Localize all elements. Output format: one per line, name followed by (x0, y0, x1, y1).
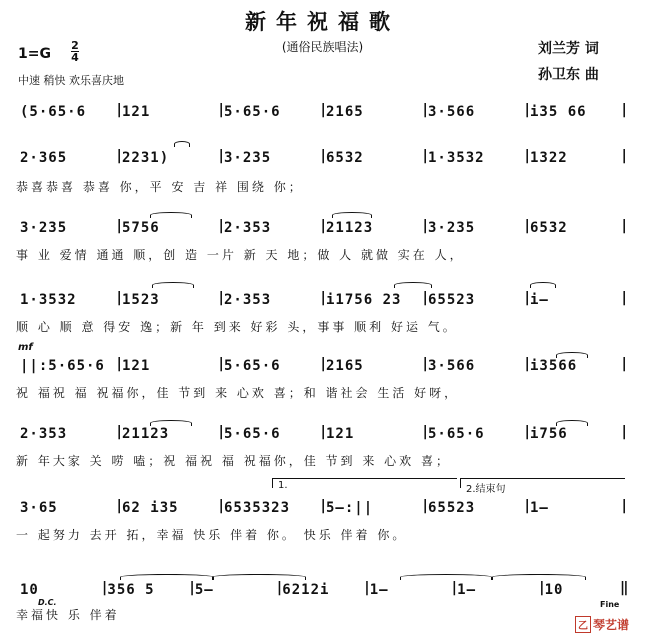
barline: | (620, 498, 629, 514)
barline: | (620, 290, 629, 306)
barline: | (217, 356, 226, 372)
measure: 3·566 (428, 358, 476, 374)
measure: 65523 (428, 500, 476, 516)
measure: 1523 (122, 292, 160, 308)
tie-mark (212, 574, 306, 580)
tie-mark (530, 282, 556, 288)
measure: 6532 (530, 220, 568, 236)
measure: 2165 (326, 104, 364, 120)
barline: | (537, 580, 546, 596)
barline: | (421, 218, 430, 234)
barline: | (217, 498, 226, 514)
volta-second-label: 2.结束句 (466, 484, 506, 495)
measure: 6532 (326, 150, 364, 166)
measure: 1·3532 (428, 150, 485, 166)
measure: 5·65·6 (224, 104, 281, 120)
measure: 2·353 (224, 292, 272, 308)
barline: | (115, 290, 124, 306)
measure: 121 (326, 426, 355, 442)
notation-row (16, 292, 628, 312)
measure: 3·235 (224, 150, 272, 166)
fermata-mark (174, 141, 190, 147)
volta-second-line (460, 478, 625, 479)
barline: | (319, 498, 328, 514)
measure: 5·65·6 (224, 426, 281, 442)
measure: 2·365 (20, 150, 68, 166)
barline: | (217, 424, 226, 440)
measure: 2·353 (224, 220, 272, 236)
notation-row (16, 104, 628, 124)
measure: 10 (20, 582, 39, 598)
watermark-logo: 乙 (575, 616, 591, 633)
barline: | (523, 498, 532, 514)
key-signature: 1=G (18, 46, 51, 62)
lyric-line: 祝 福祝 福 祝福你，佳 节到 来 心欢 喜；和 谐社会 生活 好呀， (16, 386, 460, 400)
measure: 1— (530, 500, 549, 516)
tempo-marking: 中速 稍快 欢乐喜庆地 (18, 74, 124, 87)
measure: 5756 (122, 220, 160, 236)
song-subtitle: (通俗民族唱法) (281, 40, 364, 54)
measure: 2·353 (20, 426, 68, 442)
barline: | (421, 290, 430, 306)
time-signature (71, 40, 79, 63)
barline: | (362, 580, 372, 596)
tie-mark (400, 574, 492, 580)
barline: | (620, 218, 629, 234)
measure: 121 (122, 358, 151, 374)
barline: | (319, 102, 328, 118)
volta-second-tick (460, 478, 461, 488)
measure: 121 (122, 104, 151, 120)
volta-first-label: 1. (278, 480, 288, 491)
measure: 1·3532 (20, 292, 77, 308)
lyric-line: 新 年大家 关 唠 嗑；祝 福祝 福 祝福你，佳 节到 来 心欢 喜； (16, 454, 451, 468)
barline: | (523, 290, 532, 306)
lyricist-credit: 刘兰芳 词 (538, 41, 599, 57)
barline: | (319, 218, 328, 234)
measure: 5— (194, 582, 214, 598)
notation-row (16, 500, 628, 520)
tie-mark (556, 420, 588, 426)
measure: 3·235 (20, 220, 68, 236)
tie-mark (150, 420, 192, 426)
barline: | (523, 218, 532, 234)
measure: 6535323 (224, 500, 291, 516)
notation-row (16, 358, 628, 378)
tie-mark (150, 212, 192, 218)
measure: 1322 (530, 150, 568, 166)
measure: 356 5 (107, 582, 155, 598)
barline: | (450, 580, 459, 596)
measure: 1— (457, 582, 476, 598)
barline: | (217, 102, 226, 118)
barline: ‖ (620, 580, 629, 596)
measure: ||:5·65·6 (20, 358, 105, 374)
barline: | (115, 148, 124, 164)
dynamic-marking: mf (18, 342, 33, 353)
lyric-line: 顺 心 顺 意 得安 逸；新 年 到来 好彩 头，事事 顺利 好运 气。 (16, 320, 458, 334)
lyric-line: 恭喜恭喜 恭喜 你，平 安 吉 祥 围绕 你； (16, 180, 304, 194)
measure: 62 i35 (122, 500, 179, 516)
measure: 5·65·6 (428, 426, 485, 442)
barline: | (523, 356, 532, 372)
tie-mark (152, 282, 194, 288)
notation-row (16, 150, 628, 170)
time-signature-top: 2 (71, 39, 79, 52)
barline: | (217, 290, 226, 306)
measure: 2165 (326, 358, 364, 374)
tie-mark (120, 574, 214, 580)
measure: (5·65·6 (20, 104, 87, 120)
barline: | (115, 424, 124, 440)
measure: 1— (369, 582, 389, 598)
notation-row (16, 220, 628, 240)
measure: 10 (544, 582, 564, 598)
lyric-line: 幸福快 乐 伴着 (16, 608, 120, 622)
notation-row (16, 582, 628, 602)
measure: 3·566 (428, 104, 476, 120)
barline: | (421, 148, 430, 164)
barline: | (523, 102, 532, 118)
composer-credit: 孙卫东 曲 (538, 67, 599, 83)
barline: | (217, 218, 226, 234)
barline: | (319, 424, 328, 440)
song-title: 新年祝福歌 (245, 9, 400, 34)
measure: 3·65 (20, 500, 58, 516)
dc-marking: D.C. (38, 598, 57, 607)
watermark (575, 616, 629, 633)
barline: | (319, 356, 328, 372)
watermark-text: 琴艺谱 (593, 618, 630, 632)
time-signature-bottom: 4 (71, 51, 79, 64)
barline: | (115, 356, 124, 372)
barline: | (100, 580, 109, 596)
barline: | (421, 498, 430, 514)
tie-mark (492, 574, 586, 580)
measure: 6212i (282, 582, 330, 598)
measure: 21123 (122, 426, 170, 442)
barline: | (523, 148, 532, 164)
barline: | (620, 356, 629, 372)
measure: i756 (530, 426, 568, 442)
barline: | (187, 580, 197, 596)
measure: 5—:|| (326, 500, 374, 516)
tie-mark (556, 352, 588, 358)
measure: i35 66 (530, 104, 587, 120)
lyric-line: 一 起努力 去开 拓，幸福 快乐 伴着 你。 快乐 伴着 你。 (16, 528, 408, 542)
barline: | (620, 102, 629, 118)
lyric-line: 事 业 爱情 通通 顺，创 造 一片 新 天 地；做 人 就做 实在 人， (16, 248, 465, 262)
barline: | (217, 148, 226, 164)
fine-marking: Fine (600, 600, 620, 609)
measure: 3·235 (428, 220, 476, 236)
barline: | (319, 290, 328, 306)
measure: 5·65·6 (224, 358, 281, 374)
tie-mark (332, 212, 372, 218)
barline: | (115, 102, 124, 118)
measure: i3566 (530, 358, 578, 374)
barline: | (421, 102, 430, 118)
barline: | (319, 148, 328, 164)
barline: | (115, 498, 124, 514)
barline: | (421, 356, 430, 372)
measure: 21123 (326, 220, 374, 236)
measure: i1756 23 (326, 292, 402, 308)
barline: | (523, 424, 532, 440)
volta-first-line (272, 478, 457, 479)
measure: 65523 (428, 292, 476, 308)
barline: | (620, 424, 629, 440)
measure: 2231) (122, 150, 170, 166)
barline: | (421, 424, 430, 440)
barline: | (275, 580, 284, 596)
volta-first-tick (272, 478, 273, 488)
barline: | (620, 148, 629, 164)
notation-row (16, 426, 628, 446)
barline: | (115, 218, 124, 234)
measure: i— (530, 292, 549, 308)
tie-mark (394, 282, 432, 288)
